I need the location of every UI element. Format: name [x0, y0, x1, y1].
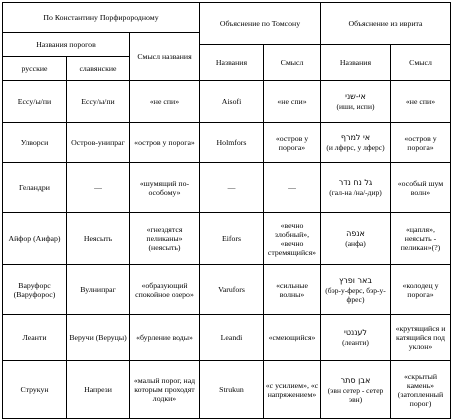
cell-slavic: Вулнипраг	[67, 265, 130, 315]
cell-slavic: Ессу/ы/пи	[67, 81, 130, 123]
header-by-constantine: По Константину Порфирородному	[3, 3, 200, 33]
cell-hebrew-meaning: «крутящийся и катящийся под уклон»	[391, 315, 451, 361]
cell-hebrew-name	[321, 315, 391, 361]
hebrew-script: אי-שני	[345, 92, 366, 101]
hebrew-script: אי למרף	[340, 133, 371, 142]
cell-thomsen-name: Aisofi	[200, 81, 264, 123]
hebrew-translit: (иши, испи)	[336, 102, 375, 111]
header-hebrew-names: Названия	[321, 45, 391, 81]
cell-hebrew-name	[321, 361, 391, 419]
cell-slavic: Напрези	[67, 361, 130, 419]
hebrew-translit: (гал-на /на/-дир)	[329, 188, 382, 197]
table-row	[3, 81, 451, 123]
cell-meaning: «гнездятся пеликаны» (неясыть)	[130, 213, 200, 265]
cell-meaning: «шумящий по-особому»	[130, 163, 200, 213]
cell-russian: Струкун	[3, 361, 67, 419]
cell-thomsen-meaning: «смеющийся»	[264, 315, 321, 361]
cell-hebrew-name	[321, 213, 391, 265]
cell-russian: Геландри	[3, 163, 67, 213]
cell-hebrew-name	[321, 123, 391, 163]
cell-hebrew-meaning: «остров у порога»	[391, 123, 451, 163]
cell-meaning: «малый порог, над которым проходят лодки»	[130, 361, 200, 419]
hebrew-script: אבן סתר	[340, 375, 371, 385]
cell-meaning: «остров у порога»	[130, 123, 200, 163]
header-hebrew: Объяснение из иврита	[321, 3, 451, 45]
cell-russian: Айфор (Аифар)	[3, 213, 67, 265]
header-hebrew-meaning: Смысл	[391, 45, 451, 81]
header-slavic: славянские	[67, 57, 130, 81]
table-row	[3, 123, 451, 163]
cell-hebrew-name	[321, 265, 391, 315]
table-row	[3, 213, 451, 265]
cell-hebrew-meaning: «цапля», неясыть - пеликан»(?)	[391, 213, 451, 265]
header-russian: русские	[3, 57, 67, 81]
header-meaning-names: Смысл названия	[130, 33, 200, 81]
cell-slavic: Неясыть	[67, 213, 130, 265]
cell-slavic: Остров-унипраг	[67, 123, 130, 163]
hebrew-translit: (бэр-у-ферс, бэр-у-фрес)	[325, 285, 386, 304]
hebrew-script: באר ופרץ	[338, 275, 373, 285]
cell-thomsen-meaning: «остров у порога»	[264, 123, 321, 163]
cell-thomsen-meaning: «с усилием», «с напряжением»	[264, 361, 321, 419]
rapids-table	[2, 2, 451, 419]
cell-thomsen-name: Varufors	[200, 265, 264, 315]
header-thomsen-names: Названия	[200, 45, 264, 81]
hebrew-translit: (леанти)	[342, 338, 369, 347]
cell-hebrew-name	[321, 163, 391, 213]
cell-slavic: Веручи (Веруцы)	[67, 315, 130, 361]
header-thomsen: Объяснение по Томсону	[200, 3, 321, 45]
cell-thomsen-name: Eifors	[200, 213, 264, 265]
cell-thomsen-meaning: «сильные волны»	[264, 265, 321, 315]
cell-thomsen-name: —	[200, 163, 264, 213]
cell-thomsen-meaning: —	[264, 163, 321, 213]
cell-thomsen-name: Holmfors	[200, 123, 264, 163]
cell-thomsen-name: Leandi	[200, 315, 264, 361]
cell-hebrew-meaning: «колодец у порога»	[391, 265, 451, 315]
cell-russian: Ессу/ы/пи	[3, 81, 67, 123]
cell-meaning: «образующий спокойное озеро»	[130, 265, 200, 315]
cell-hebrew-meaning: «особый шум волн»	[391, 163, 451, 213]
cell-russian: Леанти	[3, 315, 67, 361]
cell-hebrew-meaning: «скрытый камень» (затопленный порог)	[391, 361, 451, 419]
cell-meaning: «не спи»	[130, 81, 200, 123]
cell-russian: Улворси	[3, 123, 67, 163]
table-row	[3, 361, 451, 419]
table-row	[3, 265, 451, 315]
hebrew-script: גל נח נדר	[338, 178, 373, 187]
cell-thomsen-meaning: «не спи»	[264, 81, 321, 123]
cell-thomsen-meaning: «вечно злобный», «вечно стремящийся»	[264, 213, 321, 265]
header-thomsen-meaning: Смысл	[264, 45, 321, 81]
table-row	[3, 315, 451, 361]
hebrew-translit: (эвн сетер - сетер эвн)	[327, 385, 384, 404]
table-row	[3, 163, 451, 213]
cell-thomsen-name: Strukun	[200, 361, 264, 419]
cell-meaning: «бурление воды»	[130, 315, 200, 361]
hebrew-script: אנפה	[346, 229, 365, 238]
header-row-1	[3, 3, 451, 33]
hebrew-translit: (и лферс, у лферс)	[326, 143, 385, 152]
cell-hebrew-meaning: «не спи»	[391, 81, 451, 123]
cell-slavic: —	[67, 163, 130, 213]
cell-hebrew-name	[321, 81, 391, 123]
hebrew-script: לעננטי	[344, 328, 367, 337]
hebrew-translit: (анфа)	[345, 239, 366, 248]
header-port-names: Названия порогов	[3, 33, 130, 57]
cell-russian: Варуфорс (Варуфорос)	[3, 265, 67, 315]
